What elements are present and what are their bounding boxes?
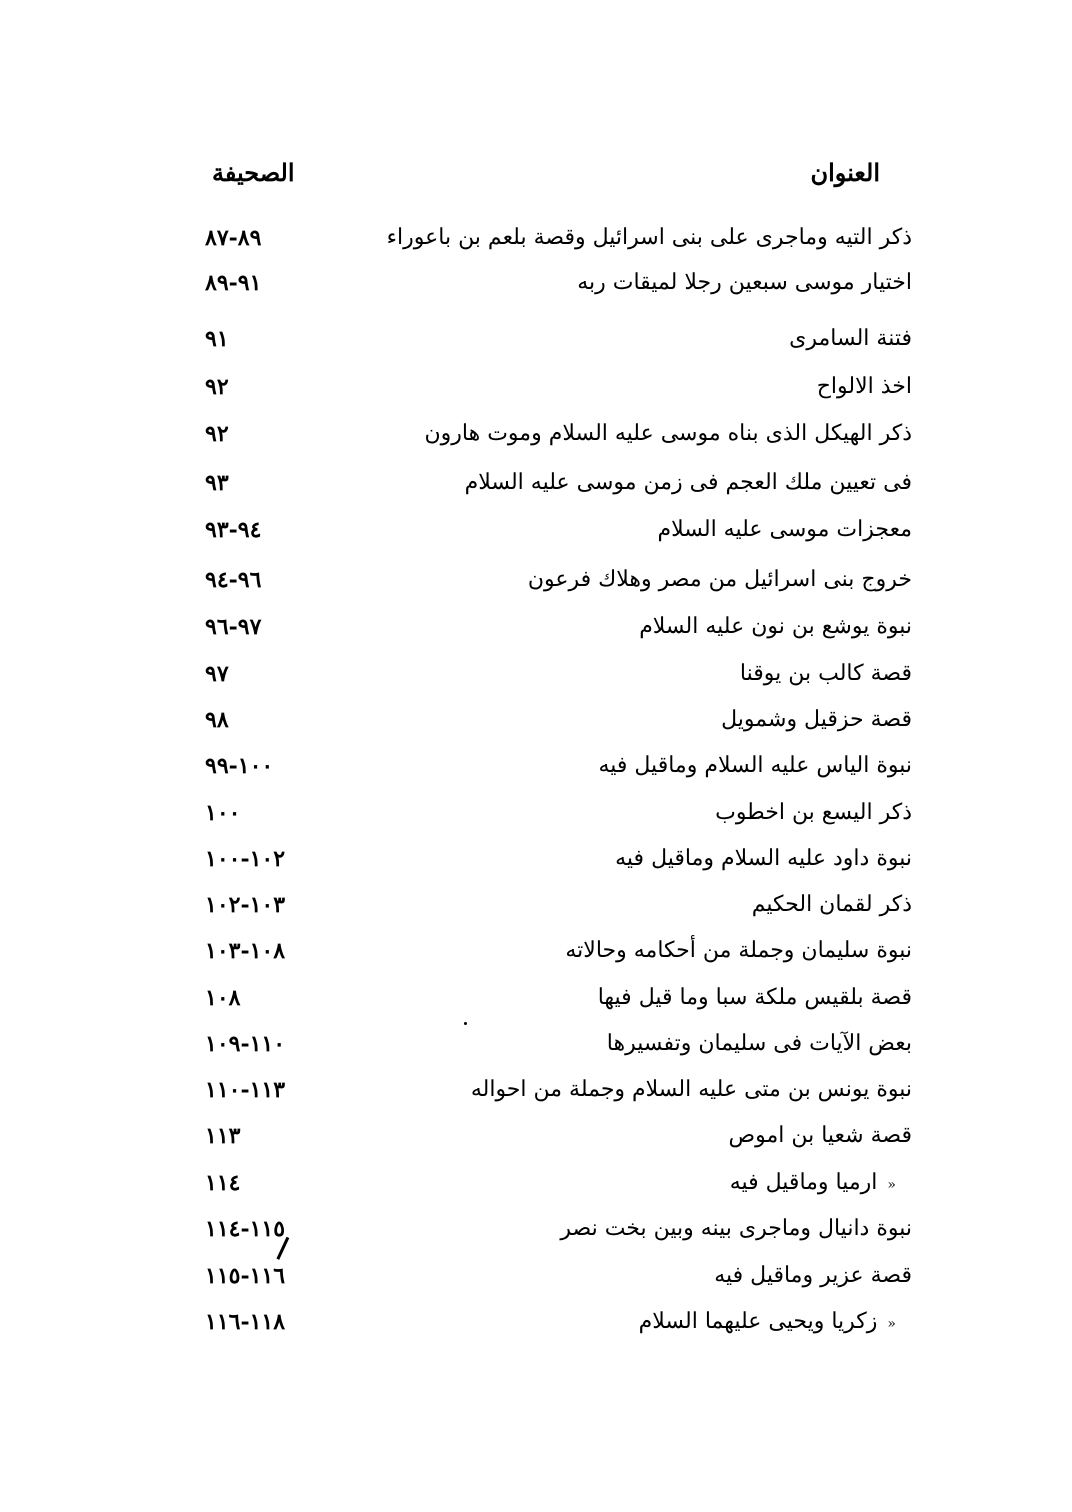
entry-page-range: ١٠٠-٩٩: [205, 753, 274, 779]
entry-page-range: ١١٦-١١٥: [205, 1263, 286, 1289]
entry-title: [729, 1113, 913, 1159]
entry-page-range: ٩٧-٩٦: [205, 614, 262, 640]
entry-title: [528, 557, 912, 603]
entry-title: [560, 1206, 912, 1252]
entry-title: [387, 215, 912, 261]
list-item: [0, 651, 1072, 697]
entry-title: [639, 1299, 896, 1347]
list-item: [0, 215, 1072, 261]
entry-page-range: ١١٨-١١٦: [205, 1309, 286, 1335]
entry-page-range: ١١٣: [205, 1123, 241, 1149]
entry-page-range: ١١٠-١٠٩: [205, 1031, 286, 1057]
list-item: [0, 411, 1072, 457]
entry-title-text: معجزات موسى عليه السلام: [657, 517, 912, 542]
entry-title-text: زكريا ويحيى عليهما السلام: [638, 1309, 878, 1334]
entry-title: [721, 697, 912, 743]
entry-title-text: خروج بنى اسرائيل من مصر وهلاك فرعون: [527, 567, 912, 592]
entry-page-range: ٩٣: [205, 470, 229, 496]
entry-title-text: قصة عزير وماقيل فيه: [714, 1263, 912, 1288]
list-item: [0, 1253, 1072, 1299]
entry-title-text: قصة شعيا بن اموص: [728, 1123, 912, 1148]
entry-page-range: ٨٩-٨٧: [205, 225, 262, 251]
entry-page-range: ١١٣-١١٠: [205, 1077, 286, 1103]
entry-page-range: ٩٢: [205, 374, 229, 400]
entry-title-text: قصة بلقيس ملكة سبا وما قيل فيها: [597, 985, 912, 1010]
entry-title-text: اختيار موسى سبعين رجلا لميقات ربه: [577, 270, 912, 295]
entry-page-range: ١٠٠: [205, 800, 241, 826]
entry-title-text: ذكر التيه وماجرى على بنى اسرائيل وقصة بلعم بن باعوراء: [386, 225, 912, 250]
entry-page-range: ١٠٨: [205, 985, 241, 1011]
entry-title-text: بعض الآيات فى سليمان وتفسيرها: [606, 1031, 912, 1056]
entry-title: [789, 316, 912, 362]
entry-page-range: ٩٦-٩٤: [205, 567, 262, 593]
list-item: [0, 1160, 1072, 1206]
entry-title: [598, 975, 912, 1021]
list-item: [0, 1113, 1072, 1159]
entry-title-text: فى تعيين ملك العجم فى زمن موسى عليه السلام: [464, 470, 912, 495]
entry-title-text: ذكر اليسع بن اخطوب: [715, 800, 912, 825]
entry-title-text: نبوة داود عليه السلام وماقيل فيه: [615, 846, 912, 871]
entry-title-text: نبوة يونس بن متى عليه السلام وجملة من احواله: [470, 1077, 912, 1102]
list-item: [0, 316, 1072, 362]
entry-page-range: ١٠٢-١٠٠: [205, 846, 286, 872]
entry-page-range: ١١٥-١١٤: [205, 1216, 286, 1242]
list-item: [0, 975, 1072, 1021]
list-item: [0, 1299, 1072, 1345]
entry-page-range: ١٠٣-١٠٢: [205, 892, 286, 918]
entry-title-text: ذكر لقمان الحكيم: [751, 892, 912, 917]
entry-title-text: اخذ الالواح: [816, 374, 912, 399]
entry-title: [615, 836, 912, 882]
entry-title: [752, 882, 912, 928]
entry-title: [730, 1160, 896, 1208]
entry-title-text: نبوة سليمان وجملة من أحكامه وحالاته: [565, 938, 912, 963]
entry-page-range: ٩٧: [205, 661, 229, 687]
entry-title-text: نبوة يوشع بن نون عليه السلام: [639, 614, 912, 639]
entry-title-text: نبوة الياس عليه السلام وماقيل فيه: [598, 753, 912, 778]
entry-title: [715, 790, 912, 836]
entry-title-text: ارميا وماقيل فيه: [729, 1170, 878, 1195]
list-item: [0, 1206, 1072, 1252]
list-item: [0, 364, 1072, 410]
ditto-mark: «: [887, 1177, 896, 1193]
entry-page-range: ٩٨: [205, 707, 229, 733]
entry-title: [598, 743, 912, 789]
entry-title: [714, 1253, 912, 1299]
entry-title-text: ذكر الهيكل الذى بناه موسى عليه السلام وموت هارون: [424, 421, 912, 446]
entry-title: [577, 260, 912, 306]
column-header-title: العنوان: [810, 158, 880, 187]
entry-title: [471, 1067, 912, 1113]
list-item: [0, 260, 1072, 306]
entry-page-range: ١١٤: [205, 1170, 241, 1196]
entry-title: [465, 460, 912, 506]
list-item: [0, 557, 1072, 603]
entry-title-text: قصة حزقيل وشمويل: [721, 707, 912, 732]
entry-title-text: نبوة دانيال وماجرى بينه وبين بخت نصر: [560, 1216, 912, 1241]
list-item: [0, 836, 1072, 882]
entry-page-range: ٩١: [205, 326, 229, 352]
entry-page-range: ١٠٨-١٠٣: [205, 938, 286, 964]
column-header-page: الصحيفة: [212, 158, 295, 187]
ditto-mark: «: [887, 1316, 896, 1332]
list-item: [0, 697, 1072, 743]
entry-title-text: قصة كالب بن يوقنا: [739, 661, 912, 686]
list-item: [0, 743, 1072, 789]
list-item: [0, 1021, 1072, 1067]
list-item: [0, 604, 1072, 650]
entry-title: [607, 1021, 912, 1067]
list-item: [0, 928, 1072, 974]
entry-title: [639, 604, 912, 650]
list-item: [0, 882, 1072, 928]
entry-page-range: ٩٢: [205, 421, 229, 447]
list-item: [0, 460, 1072, 506]
entry-title: [817, 364, 912, 410]
entry-page-range: ٩١-٨٩: [205, 270, 262, 296]
entry-title: [425, 411, 912, 457]
print-speck: [464, 1022, 467, 1025]
entry-title: [740, 651, 912, 697]
entry-page-range: ٩٤-٩٣: [205, 517, 262, 543]
list-item: [0, 1067, 1072, 1113]
entry-title-text: فتنة السامرى: [789, 326, 912, 351]
entry-title: [658, 507, 913, 553]
list-item: [0, 790, 1072, 836]
entry-title: [565, 928, 912, 974]
list-item: [0, 507, 1072, 553]
